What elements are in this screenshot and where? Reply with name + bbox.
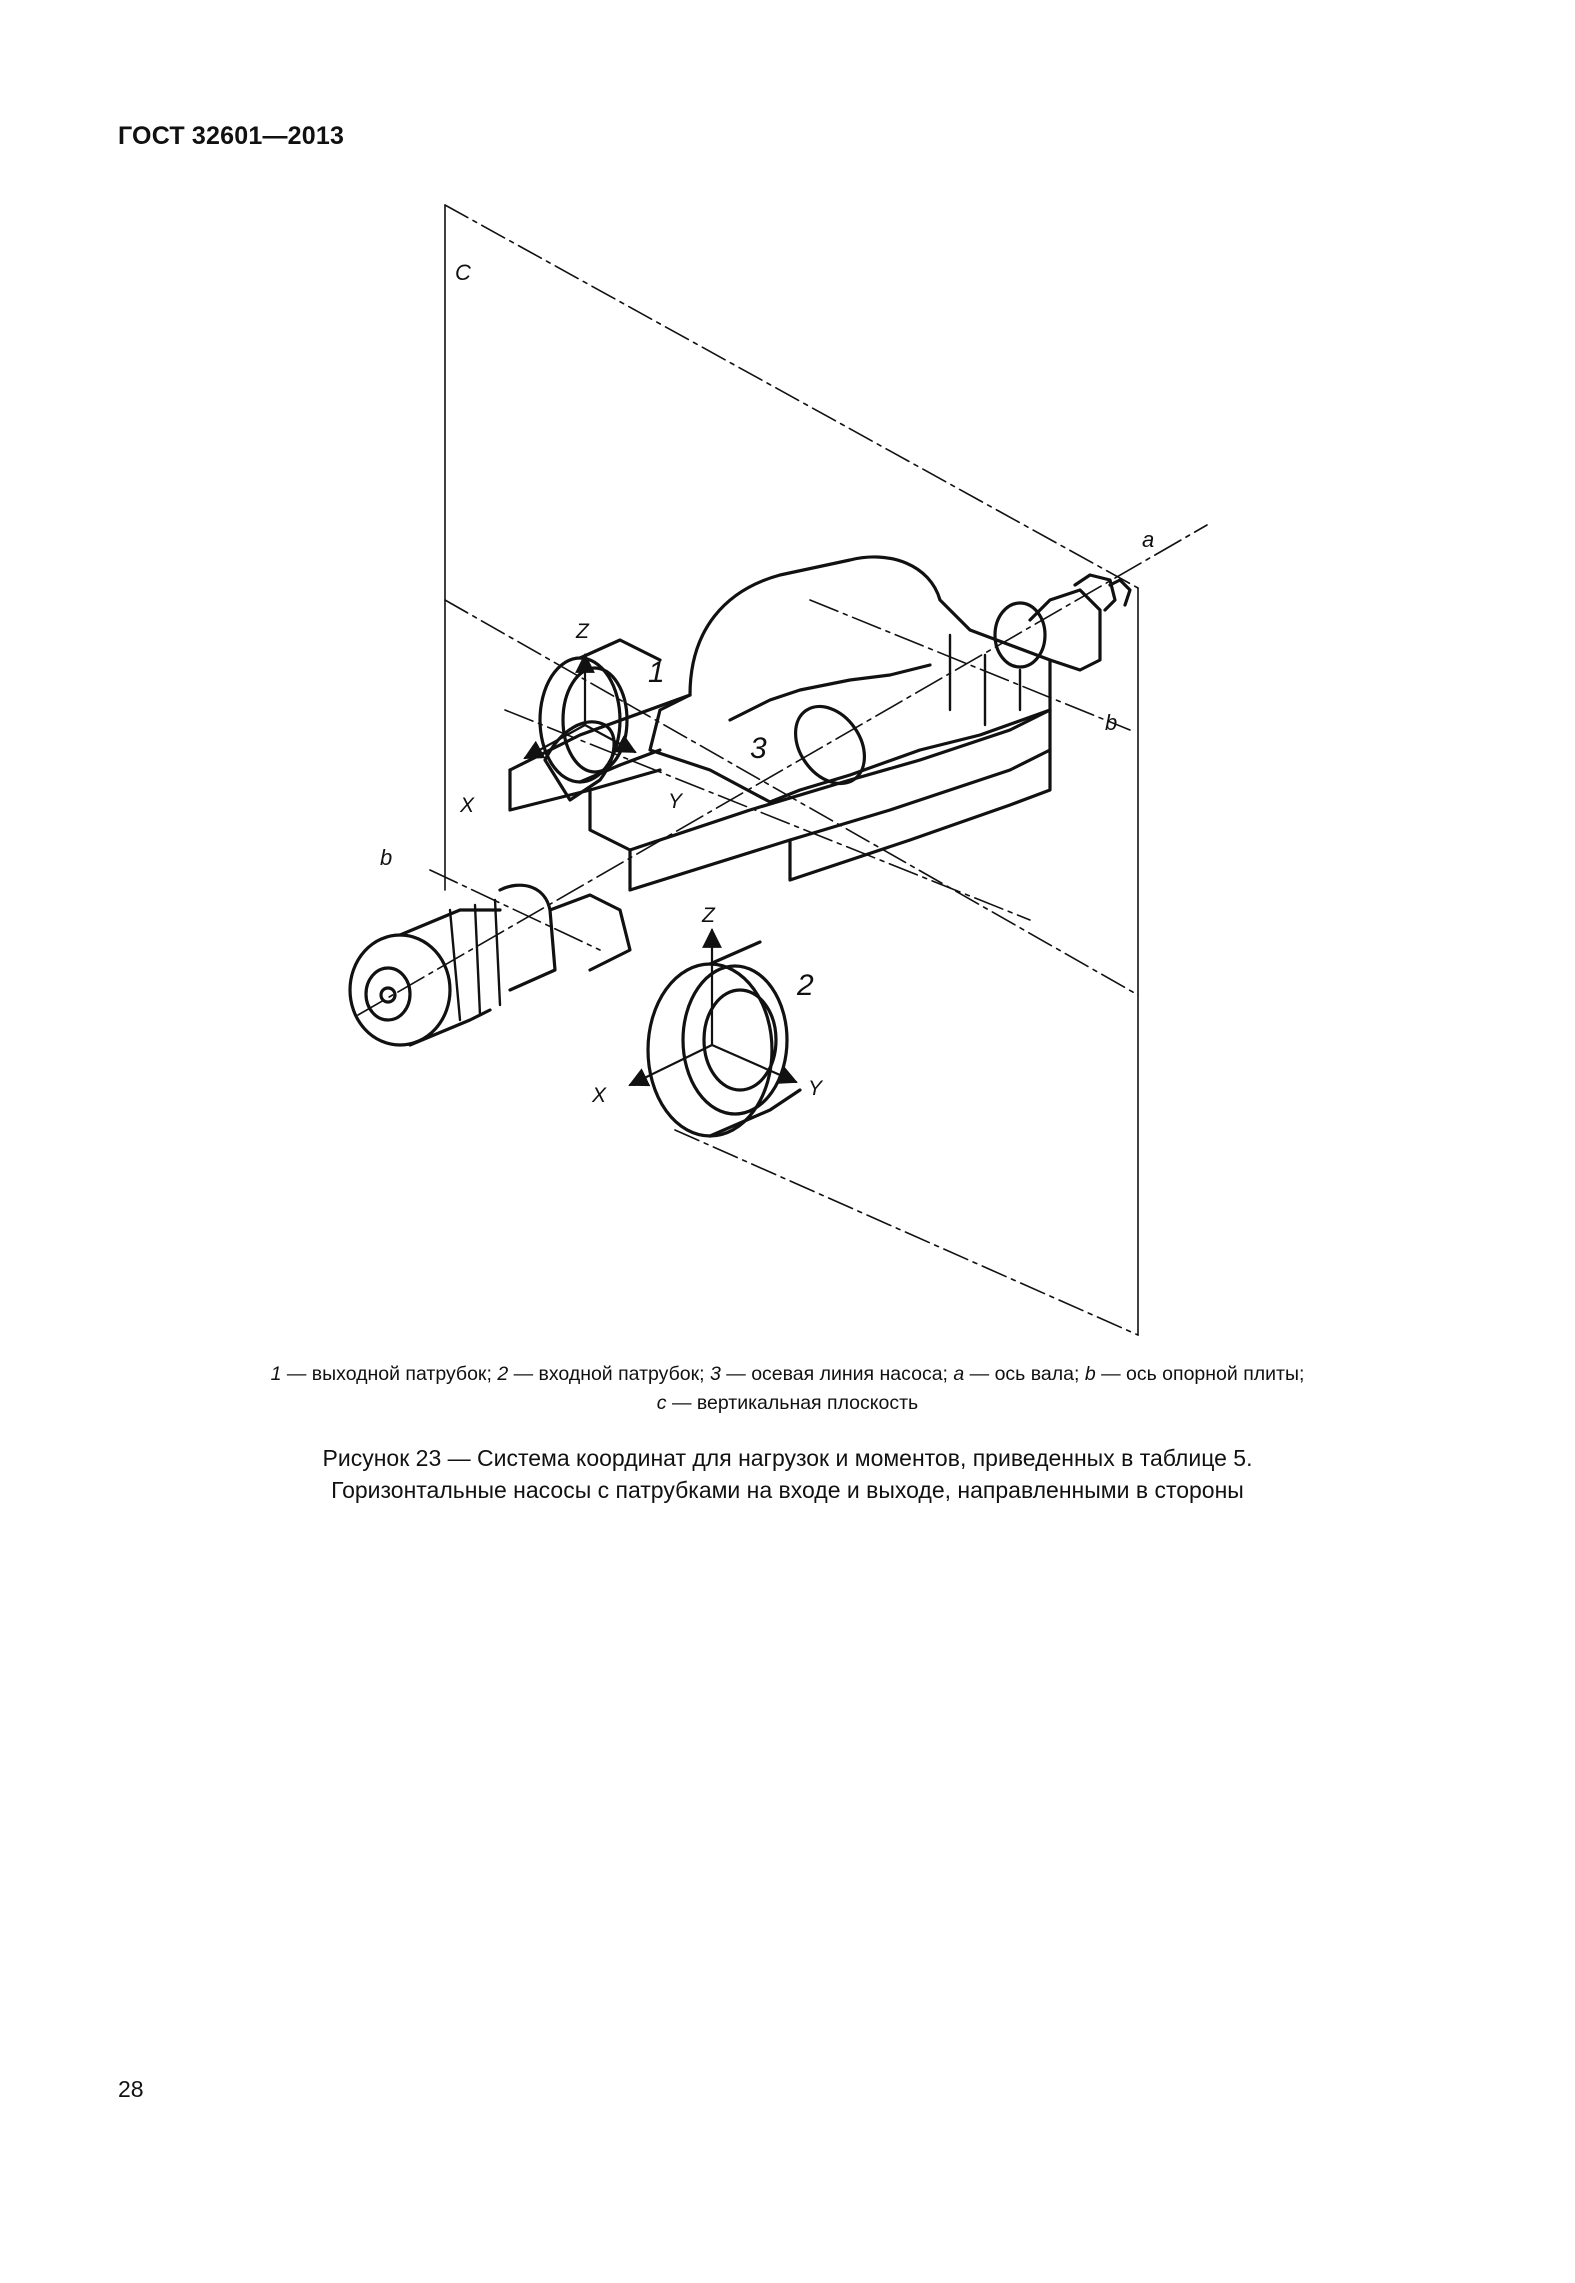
legend-item: 2 — входной патрубок;	[497, 1363, 705, 1385]
shaft-axis-label: a	[1142, 527, 1155, 552]
vertical-plane	[445, 205, 1138, 1335]
legend-item: c — вертикальная плоскость	[656, 1392, 919, 1414]
baseplate-axis-label-left: b	[380, 845, 393, 870]
pump-drawing	[330, 190, 1230, 1350]
legend-line-1	[100, 1360, 1475, 1389]
label-3: 3	[750, 732, 767, 765]
baseplate-axis-label-right: b	[1105, 710, 1118, 735]
legend-item: b — ось опорной плиты;	[1084, 1363, 1305, 1385]
label-2: 2	[797, 969, 814, 1002]
page-number: 28	[118, 2076, 144, 2102]
axis-label-y2: Y	[808, 1077, 823, 1100]
legend-item: a — ось вала;	[953, 1363, 1080, 1385]
axis-label-x1: X	[460, 794, 475, 817]
label-1: 1	[648, 656, 665, 689]
axis-lines	[358, 525, 1207, 1015]
legend-item: 3 — осевая линия насоса;	[710, 1363, 948, 1385]
plane-label-c: C	[455, 260, 471, 285]
pump-casing	[350, 557, 1130, 1136]
pump-coordinate-diagram	[330, 190, 1230, 1350]
figure-caption	[100, 1442, 1475, 1506]
caption-line-1: Рисунок 23 — Система координат для нагрузок и моментов, приведенных в таблице 5.	[322, 1445, 1253, 1471]
axis-label-z2: Z	[702, 904, 715, 927]
caption-line-2: Горизонтальные насосы с патрубками на входе и выходе, направленными в стороны	[331, 1477, 1244, 1503]
axis-label-z1: Z	[576, 620, 589, 643]
legend-item: 1 — выходной патрубок;	[270, 1363, 492, 1385]
document-header: ГОСТ 32601—2013	[118, 122, 345, 150]
figure-legend	[100, 1360, 1475, 1418]
legend-line-2	[100, 1389, 1475, 1418]
coordinate-axes	[525, 655, 796, 1085]
axis-label-y1: Y	[668, 790, 683, 813]
axis-label-x2: X	[592, 1084, 607, 1107]
